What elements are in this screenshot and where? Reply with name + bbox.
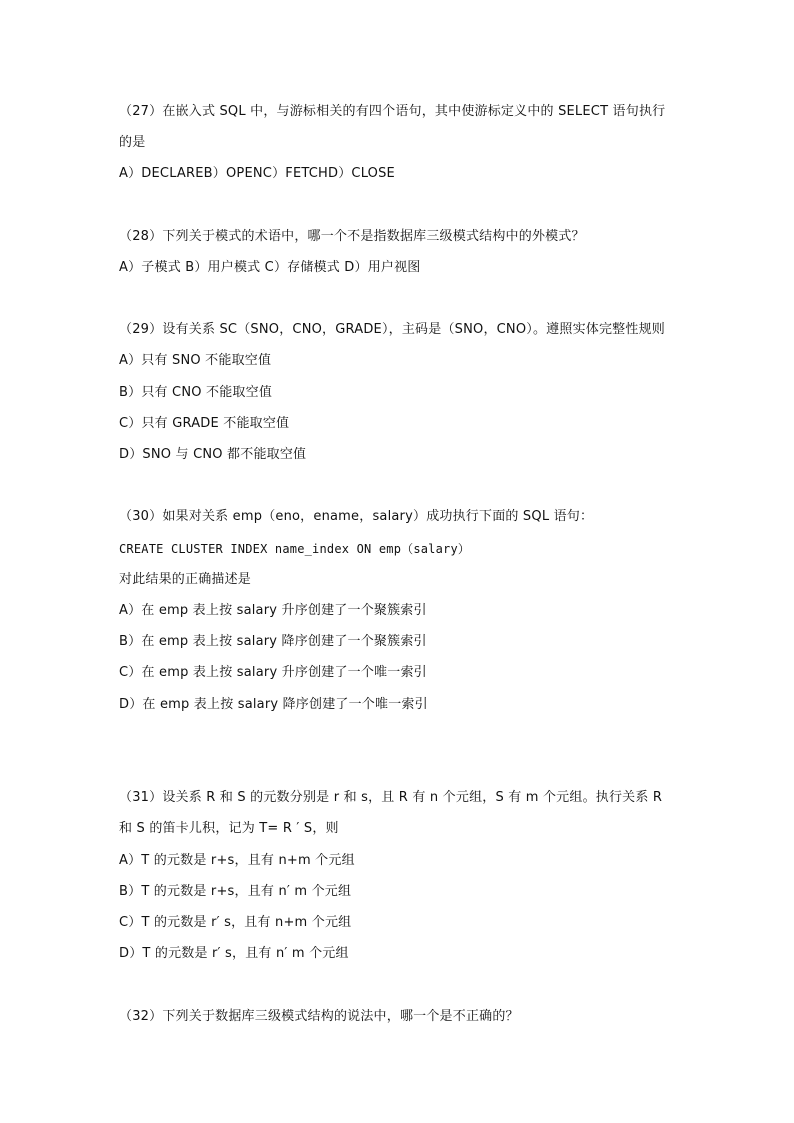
q30-option-c: C）在 emp 表上按 salary 升序创建了一个唯一索引 [119, 665, 427, 680]
q30-option-d: D）在 emp 表上按 salary 降序创建了一个唯一索引 [119, 697, 428, 712]
q29-option-b: B）只有 CNO 不能取空值 [119, 385, 273, 400]
q27-stem-line-2: 的是 [119, 135, 146, 150]
q32-stem: （32）下列关于数据库三级模式结构的说法中，哪一个是不正确的？ [119, 1009, 519, 1024]
q28-options: A）子模式 B）用户模式 C）存储模式 D）用户视图 [119, 260, 421, 275]
q29-option-d: D）SNO 与 CNO 都不能取空值 [119, 447, 307, 462]
q30-prompt: 对此结果的正确描述是 [119, 572, 252, 587]
q30-sql-statement: CREATE CLUSTER INDEX name_index ON emp（salary） [119, 542, 471, 556]
q31-option-c: C）T 的元数是 r′ s，且有 n+m 个元组 [119, 915, 352, 930]
q31-option-d: D）T 的元数是 r′ s，且有 n′ m 个元组 [119, 946, 349, 961]
q27-stem-line-1: （27）在嵌入式 SQL 中，与游标相关的有四个语句，其中使游标定义中的 SELECT 语句执行 [119, 104, 666, 119]
q31-option-b: B）T 的元数是 r+s，且有 n′ m 个元组 [119, 884, 352, 899]
q29-option-a: A）只有 SNO 不能取空值 [119, 353, 272, 368]
q31-stem-line-2: 和 S 的笛卡儿积，记为 T= R ′ S，则 [119, 821, 339, 836]
q29-option-c: C）只有 GRADE 不能取空值 [119, 416, 290, 431]
q30-option-a: A）在 emp 表上按 salary 升序创建了一个聚簇索引 [119, 603, 427, 618]
q27-options: A）DECLAREB）OPENC）FETCHD）CLOSE [119, 166, 395, 181]
q29-stem: （29）设有关系 SC（SNO，CNO，GRADE），主码是（SNO，CNO）。遵照实体完整性规则 [119, 322, 665, 337]
q30-stem: （30）如果对关系 emp（eno，ename，salary）成功执行下面的 SQL 语句： [119, 509, 594, 524]
q28-stem: （28）下列关于模式的术语中，哪一个不是指数据库三级模式结构中的外模式？ [119, 229, 585, 244]
q31-option-a: A）T 的元数是 r+s，且有 n+m 个元组 [119, 853, 355, 868]
q31-stem-line-1: （31）设关系 R 和 S 的元数分别是 r 和 s，且 R 有 n 个元组，S 有 m 个元组。执行关系 R [119, 790, 663, 805]
q30-option-b: B）在 emp 表上按 salary 降序创建了一个聚簇索引 [119, 634, 427, 649]
